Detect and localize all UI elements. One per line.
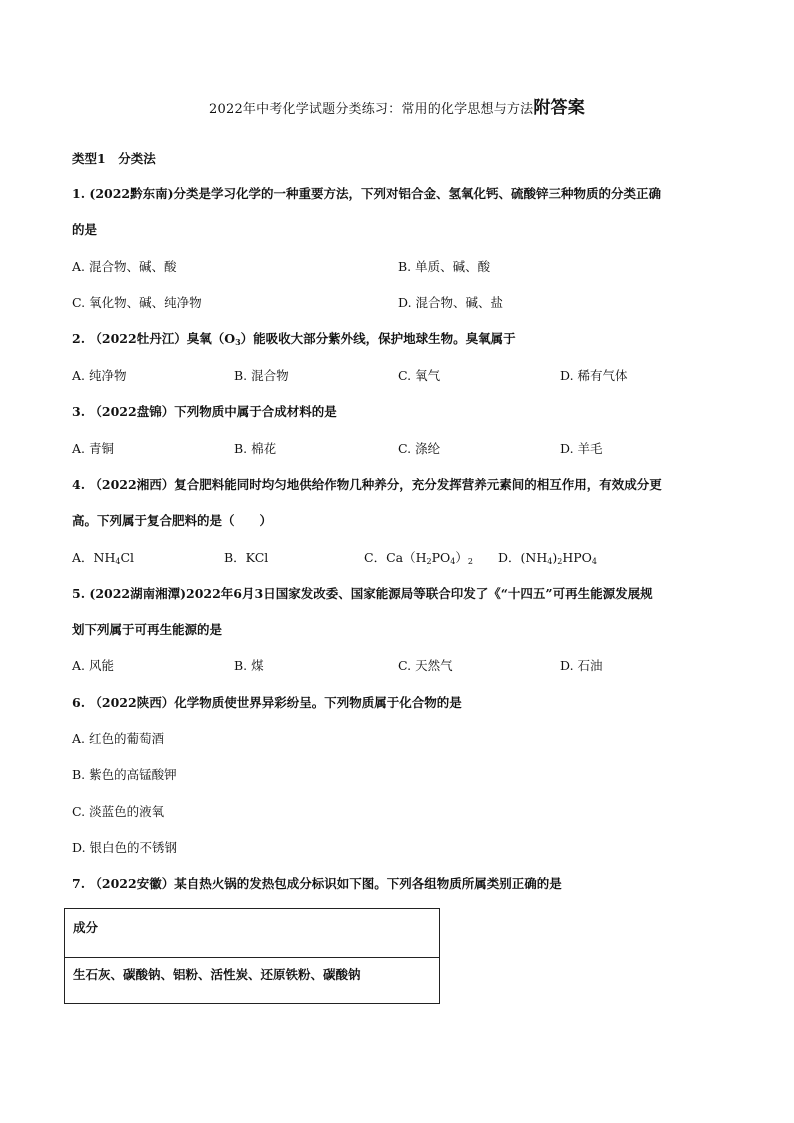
table-header-row xyxy=(65,909,439,958)
title-main: 2022年中考化学试题分类练习：常用的化学思想与方法 xyxy=(209,102,534,117)
q4-option-c xyxy=(364,549,473,567)
q1-option-a: A. 混合物、碱、酸 xyxy=(72,259,177,274)
q1-stem-line1: 1. (2022黔东南)分类是学习化学的一种重要方法，下列对铝合金、氢氧化钙、硫酸锌三种物质的分类正确 xyxy=(72,186,662,201)
q2-stem-part1: 2. （2022牡丹江）臭氧（O xyxy=(72,331,236,346)
q3-option-c: C. 涤纶 xyxy=(398,441,441,456)
q4-c-text2: PO xyxy=(431,550,451,565)
q4-stem-line2: 高。下列属于复合肥料的是（ ） xyxy=(72,513,273,528)
q4-c-sub2: 4 xyxy=(450,557,456,566)
q3-stem: 3. （2022盘锦）下列物质中属于合成材料的是 xyxy=(72,404,337,419)
q4-d-text2: ) xyxy=(552,550,558,565)
q2-option-b: B. 混合物 xyxy=(234,368,289,383)
q4-d-sub1: 4 xyxy=(547,557,553,566)
q2-stem xyxy=(72,330,516,348)
q3-option-d: D. 羊毛 xyxy=(560,441,603,456)
q4-a-text1: A．NH xyxy=(72,550,116,565)
q4-a-text2: Cl xyxy=(120,550,135,565)
q6-option-b: B. 紫色的高锰酸钾 xyxy=(72,767,177,782)
q5-option-a: A. 风能 xyxy=(72,658,114,673)
q4-d-sub3: 4 xyxy=(591,557,597,566)
q4-c-sub1: 2 xyxy=(426,557,432,566)
q1-option-c: C. 氧化物、碱、纯净物 xyxy=(72,295,202,310)
q6-option-d: D. 银白色的不锈钢 xyxy=(72,840,178,855)
q1-option-d: D. 混合物、碱、盐 xyxy=(398,295,504,310)
table-header-cell: 成分 xyxy=(73,920,99,935)
q7-stem: 7. （2022安徽）某自热火锅的发热包成分标识如下图。下列各组物质所属类别正确的是 xyxy=(72,876,562,891)
q5-stem-line2: 划下列属于可再生能源的是 xyxy=(72,622,223,637)
q3-option-a: A. 青铜 xyxy=(72,441,114,456)
q4-c-sub3: 2 xyxy=(467,557,473,566)
q4-option-a xyxy=(72,549,134,567)
ingredients-table xyxy=(64,908,440,1004)
q4-c-text1: C．Ca（H xyxy=(364,550,427,565)
q2-option-a: A. 纯净物 xyxy=(72,368,127,383)
q5-option-d: D. 石油 xyxy=(560,658,603,673)
q6-option-a: A. 红色的葡萄酒 xyxy=(72,731,164,746)
q5-option-c: C. 天然气 xyxy=(398,658,453,673)
q4-a-sub1: 4 xyxy=(115,557,121,566)
q4-d-sub2: 2 xyxy=(557,557,563,566)
q4-option-b: B．KCl xyxy=(224,550,269,565)
q4-option-d xyxy=(498,549,597,567)
document-title xyxy=(0,98,794,120)
table-body-cell: 生石灰、碳酸钠、铝粉、活性炭、还原铁粉、碳酸钠 xyxy=(73,967,361,982)
q2-stem-part2: ）能吸收大部分紫外线，保护地球生物。臭氧属于 xyxy=(240,331,516,346)
q5-stem-line1: 5. (2022湖南湘潭)2022年6月3日国家发改委、国家能源局等联合印发了《“十四五”可再生能源发展规 xyxy=(72,586,653,601)
q6-stem: 6. （2022陕西）化学物质使世界异彩纷呈。下列物质属于化合物的是 xyxy=(72,695,462,710)
q1-stem-line2: 的是 xyxy=(72,222,98,237)
section-heading: 类型1 分类法 xyxy=(72,151,156,166)
q4-c-text3: ） xyxy=(455,550,468,565)
title-suffix: 附答案 xyxy=(533,98,585,118)
q4-stem-line1: 4. （2022湘西）复合肥料能同时均匀地供给作物几种养分，充分发挥营养元素间的相互作用，有效成分更 xyxy=(72,477,662,492)
q4-d-text1: D．(NH xyxy=(498,550,548,565)
q2-option-c: C. 氧气 xyxy=(398,368,441,383)
q5-option-b: B. 煤 xyxy=(234,658,264,673)
q4-d-text3: HPO xyxy=(562,550,592,565)
q2-stem-subscript: 3 xyxy=(235,337,241,347)
q2-option-d: D. 稀有气体 xyxy=(560,368,628,383)
q1-option-b: B. 单质、碱、酸 xyxy=(398,259,491,274)
q6-option-c: C. 淡蓝色的液氧 xyxy=(72,804,165,819)
q3-option-b: B. 棉花 xyxy=(234,441,277,456)
